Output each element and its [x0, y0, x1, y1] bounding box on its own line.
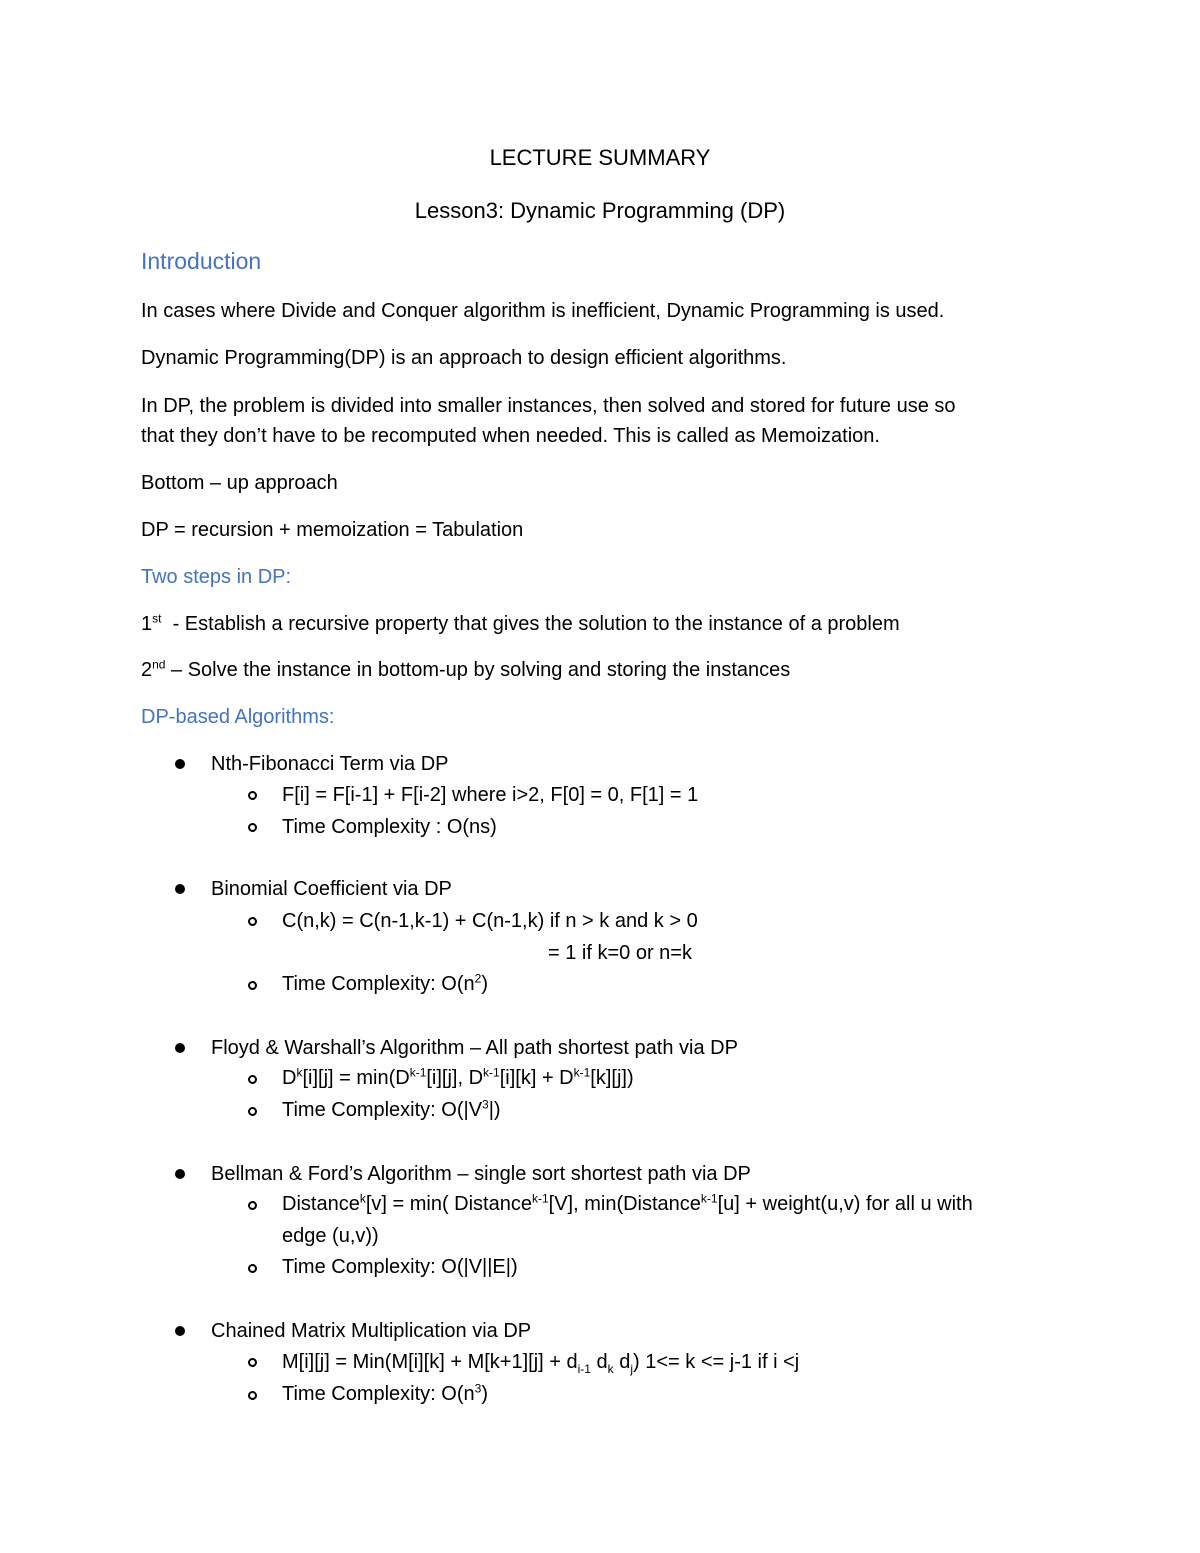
binomial-title: Binomial Coefficient via DP	[211, 878, 452, 900]
bellman-formula-sup-3: k-1	[700, 1191, 718, 1206]
step-2-number: 2	[141, 659, 153, 681]
bellman-formula-sup-2: k-1	[531, 1191, 549, 1206]
document-subtitle: Lesson3: Dynamic Programming (DP)	[414, 198, 786, 223]
bullet-icon	[175, 1169, 185, 1179]
step-1-text: - Establish a recursive property that gives the solution to the instance of a problem	[161, 613, 900, 635]
sub-bullet-icon	[248, 981, 257, 990]
fibonacci-formula: F[i] = F[i-1] + F[i-2] where i>2, F[0] = 0, F[1] = 1	[282, 784, 699, 806]
floyd-formula-part-b: [i][j] = min(D	[302, 1067, 410, 1089]
bellman-formula-sup-1: k	[359, 1191, 366, 1206]
bellman-formula-part-c: [V], min(Distance	[548, 1193, 701, 1215]
bullet-icon	[175, 884, 185, 894]
bullet-icon	[175, 759, 185, 769]
matrix-formula-part-a: M[i][j] = Min(M[i][k] + M[k+1][j] + d	[282, 1351, 578, 1373]
intro-paragraph-3-line-2: that they don’t have to be recomputed when needed. This is called as Memoization.	[141, 425, 880, 447]
floyd-complexity-exponent: 3	[482, 1097, 489, 1112]
intro-paragraph-4: Bottom – up approach	[141, 472, 338, 494]
sub-bullet-icon	[248, 1107, 257, 1116]
matrix-chain-title: Chained Matrix Multiplication via DP	[211, 1320, 532, 1342]
bellman-formula-line-2: edge (u,v))	[282, 1225, 379, 1247]
matrix-formula-part-c: d	[613, 1351, 631, 1373]
bullet-icon	[175, 1043, 185, 1053]
bellman-formula-part-b: [v] = min( Distance	[365, 1193, 532, 1215]
binomial-complexity	[282, 969, 488, 999]
floyd-formula-part-c: [i][j], D	[426, 1067, 484, 1089]
sub-bullet-icon	[248, 917, 257, 926]
binomial-complexity-exponent: 2	[474, 971, 482, 986]
floyd-formula-part-e: [k][j])	[590, 1067, 634, 1089]
matrix-formula-sub-3: j	[630, 1362, 634, 1376]
floyd-complexity-prefix: Time Complexity: O(|V	[282, 1099, 483, 1121]
floyd-formula-part-d: [i][k] + D	[499, 1067, 574, 1089]
step-1	[141, 609, 900, 639]
step-2	[141, 655, 790, 685]
bellman-formula-part-a: Distance	[282, 1193, 360, 1215]
matrix-chain-formula	[282, 1347, 799, 1377]
floyd-complexity	[282, 1095, 501, 1125]
document-title: LECTURE SUMMARY	[489, 145, 711, 170]
floyd-formula-sup-4: k-1	[573, 1065, 591, 1080]
step-1-ordinal: st	[152, 611, 162, 626]
floyd-formula-part-a: D	[282, 1067, 297, 1089]
fibonacci-title: Nth-Fibonacci Term via DP	[211, 753, 449, 775]
sub-bullet-icon	[248, 1391, 257, 1400]
matrix-formula-part-d: ) 1<= k <= j-1 if i <j	[633, 1351, 800, 1373]
sub-bullet-icon	[248, 823, 257, 832]
matrix-chain-complexity	[282, 1379, 488, 1409]
bullet-icon	[175, 1326, 185, 1336]
matrix-formula-part-b: d	[590, 1351, 608, 1373]
floyd-formula	[282, 1063, 634, 1093]
matrix-formula-sub-2: k	[607, 1362, 614, 1376]
matrix-formula-sub-1: i-1	[577, 1362, 591, 1376]
floyd-formula-sup-1: k	[296, 1065, 303, 1080]
bellman-title: Bellman & Ford’s Algorithm – single sort shortest path via DP	[211, 1163, 751, 1185]
bellman-complexity: Time Complexity: O(|V||E|)	[282, 1256, 518, 1278]
binomial-complexity-suffix: )	[481, 973, 488, 995]
introduction-heading: Introduction	[141, 248, 262, 274]
floyd-formula-sup-2: k-1	[409, 1065, 427, 1080]
algorithms-heading: DP-based Algorithms:	[141, 706, 335, 728]
bellman-formula-part-d: [u] + weight(u,v) for all u with	[717, 1193, 973, 1215]
floyd-formula-sup-3: k-1	[483, 1065, 500, 1080]
intro-paragraph-2: Dynamic Programming(DP) is an approach to design efficient algorithms.	[141, 347, 787, 369]
sub-bullet-icon	[248, 791, 257, 800]
binomial-formula-1: C(n,k) = C(n-1,k-1) + C(n-1,k) if n > k and k > 0	[282, 910, 698, 932]
sub-bullet-icon	[248, 1358, 257, 1367]
binomial-complexity-prefix: Time Complexity: O(n	[282, 973, 475, 995]
binomial-formula-2: = 1 if k=0 or n=k	[548, 942, 692, 964]
sub-bullet-icon	[248, 1264, 257, 1273]
fibonacci-complexity: Time Complexity : O(ns)	[282, 816, 497, 838]
floyd-complexity-suffix: |)	[488, 1099, 501, 1121]
matrix-complexity-prefix: Time Complexity: O(n	[282, 1383, 475, 1405]
floyd-title: Floyd & Warshall’s Algorithm – All path shortest path via DP	[211, 1037, 738, 1059]
steps-heading: Two steps in DP:	[141, 566, 292, 588]
step-2-ordinal: nd	[152, 657, 166, 672]
sub-bullet-icon	[248, 1201, 257, 1210]
sub-bullet-icon	[248, 1075, 257, 1084]
matrix-complexity-exponent: 3	[474, 1381, 482, 1396]
bellman-formula-line-1	[282, 1189, 973, 1219]
intro-paragraph-5: DP = recursion + memoization = Tabulation	[141, 519, 524, 541]
step-2-text: – Solve the instance in bottom-up by solving and storing the instances	[165, 659, 791, 681]
intro-paragraph-1: In cases where Divide and Conquer algorithm is inefficient, Dynamic Programming is used.	[141, 300, 945, 322]
matrix-complexity-suffix: )	[481, 1383, 488, 1405]
intro-paragraph-3-line-1: In DP, the problem is divided into smaller instances, then solved and stored for future use so	[141, 395, 956, 417]
step-1-number: 1	[141, 613, 153, 635]
